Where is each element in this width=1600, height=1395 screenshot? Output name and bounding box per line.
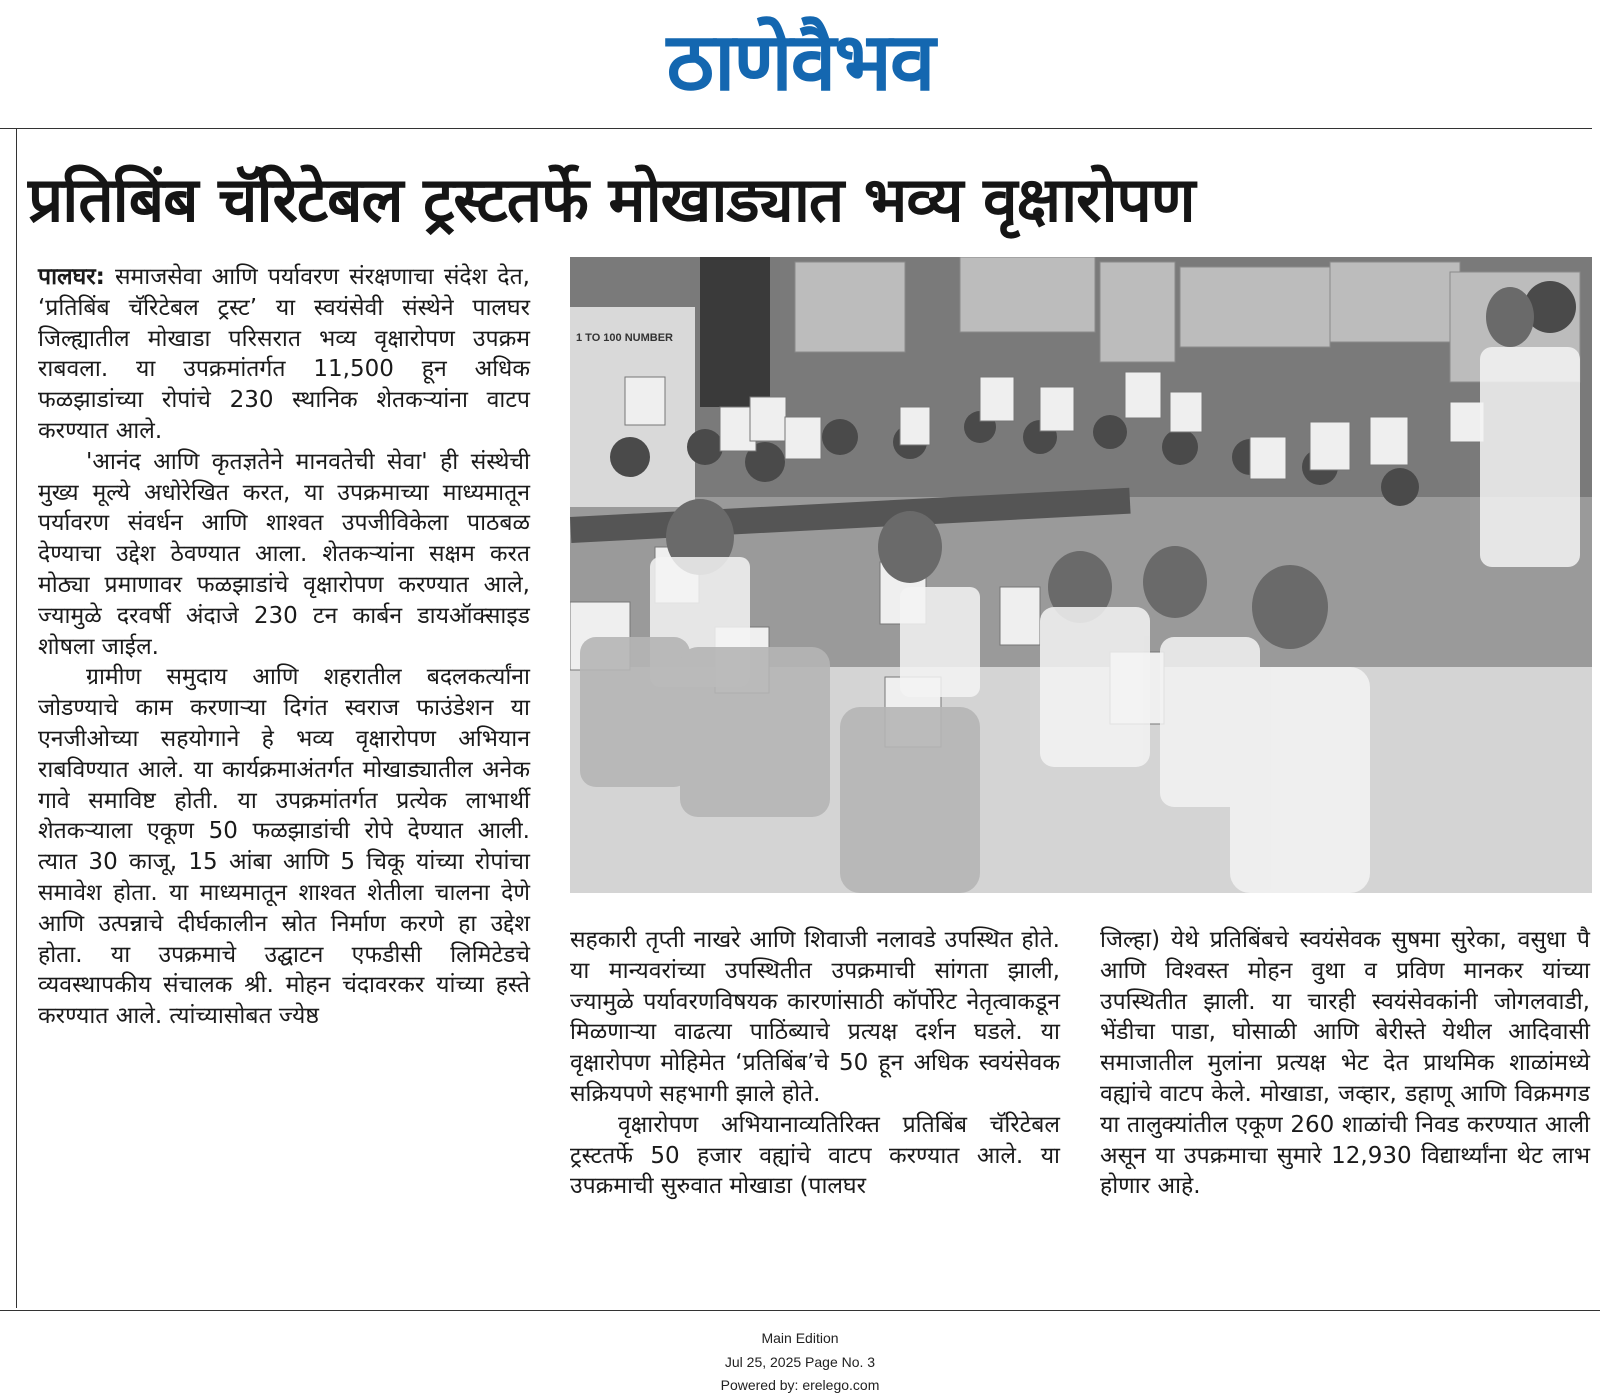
left-margin-line: [16, 128, 17, 1308]
article-headline: प्रतिबिंब चॅरिटेबल ट्रस्टतर्फे मोखाड्यात भव्य वृक्षारोपण: [28, 163, 1195, 236]
powered-by-label: Powered by: erelego.com: [720, 1377, 880, 1393]
photo-illustration: [570, 257, 1592, 893]
newspaper-logo: ठाणेवैभव: [666, 15, 934, 110]
paragraph-5: वृक्षारोपण अभियानाव्यतिरिक्त प्रतिबिंब चॅरिटेबल ट्रस्टतर्फे 50 हजार वह्यांचे वाटप करण्यात आले. या उपक्रमाची सुरुवात मोखाडा (पालघर: [570, 1111, 1060, 1200]
paragraph-3: ग्रामीण समुदाय आणि शहरातील बदलकर्त्यांना जोडण्याचे काम करणाऱ्या दिगंत स्वराज फाउंडेशन या एनजीओच्या सहयोगाने हे भव्य वृक्षारोपण अभियान राबविण्यात आले. या कार्यक्रमाअंतर्गत मोखाड्यातील अनेक गावे समाविष्ट होती. या उपक्रमांतर्गत प्रत्येक लाभार्थी शेतकऱ्याला एकूण 50 फळझाडांची रोपे देण्यात आली. त्यात 30 काजू, 15 आंबा आणि 5 चिकू यांच्या रोपांचा समावेश होता. या माध्यमातून शाश्वत शेतीला चालना देणे आणि उत्पन्नाचे दीर्घकालीन स्रोत निर्माण करणे हा उद्देश होता. या उपक्रमाचे उद्घाटन एफडीसी लिमिटेडचे व्यवस्थापकीय संचालक श्री. मोहन चंदावरकर यांच्या हस्ते करण्यात आले. त्यांच्यासोबत ज्येष्ठ: [38, 664, 530, 1030]
date-page-label: Jul 25, 2025 Page No. 3: [724, 1354, 876, 1370]
article-photo: [570, 257, 1592, 893]
paragraph-2: 'आनंद आणि कृतज्ञतेने मानवतेची सेवा' ही संस्थेची मुख्य मूल्ये अधोरेखित करत, या उपक्रमाच्या माध्यमातून पर्यावरण संवर्धन आणि शाश्वत उपजीविकेला पाठबळ देण्याचा उद्देश ठेवण्यात आला. शेतकऱ्यांना सक्षम करत मोठ्या प्रमाणावर फळझाडांचे वृक्षारोपण करण्यात आले, ज्यामुळे दरवर्षी अंदाजे 230 टन कार्बन डायऑक्साइड शोषला जाईल.: [38, 448, 530, 660]
bottom-divider: [0, 1310, 1600, 1311]
paragraph-1-text: समाजसेवा आणि पर्यावरण संरक्षणाचा संदेश देत, ‘प्रतिबिंब चॅरिटेबल ट्रस्ट’ या स्वयंसेवी संस्थेने पालघर जिल्ह्यातील मोखाडा परिसरात भव्य वृक्षारोपण उपक्रम राबवला. या उपक्रमांतर्गत 11,500 हून अधिक फळझाडांच्या रोपांचे 230 स्थानिक शेतकऱ्यांना वाटप करण्यात आले.: [38, 264, 530, 444]
paragraph-6: जिल्हा) येथे प्रतिबिंबचे स्वयंसेवक सुषमा सुरेका, वसुधा पै आणि विश्वस्त मोहन वुथा व प्रविण मानकर यांच्या उपस्थितीत झाली. या चारही स्वयंसेवकांनी जोगलवाडी, भेंडीचा पाडा, घोसाळी आणि बेरीस्ते येथील आदिवासी समाजातील मुलांना प्रत्यक्ष भेट देत प्राथमिक शाळांमध्ये वह्यांचे वाटप केले. मोखाडा, जव्हार, डहाणू आणि विक्रमगड या तालुक्यांतील एकूण 260 शाळांची निवड करण्यात आली असून या उपक्रमाचा सुमारे 12,930 विद्यार्थ्यांना थेट लाभ होणार आहे.: [1100, 927, 1590, 1200]
edition-label: Main Edition: [761, 1330, 839, 1346]
paragraph-4: सहकारी तृप्ती नाखरे आणि शिवाजी नलावडे उपस्थित होते. या मान्यवरांच्या उपस्थितीत उपक्रमाची सांगता झाली, ज्यामुळे पर्यावरणविषयक कारणांसाठी कॉर्पोरेट नेतृत्वाकडून मिळणाऱ्या वाढत्या पाठिंब्याचे प्रत्यक्ष दर्शन घडले. या वृक्षारोपण मोहिमेत ‘प्रतिबिंब’चे 50 हून अधिक स्वयंसेवक सक्रियपणे सहभागी झाले होते.: [570, 927, 1060, 1107]
top-divider: [0, 128, 1592, 129]
masthead: [0, 0, 1600, 126]
article-column-1: [38, 262, 530, 1302]
classroom-chart-label: 1 TO 100 NUMBER: [576, 332, 673, 344]
dateline: पालघर:: [38, 264, 105, 290]
article-column-3: [1100, 925, 1590, 1295]
paragraph-1: [38, 262, 530, 447]
article-column-2: [570, 925, 1060, 1295]
